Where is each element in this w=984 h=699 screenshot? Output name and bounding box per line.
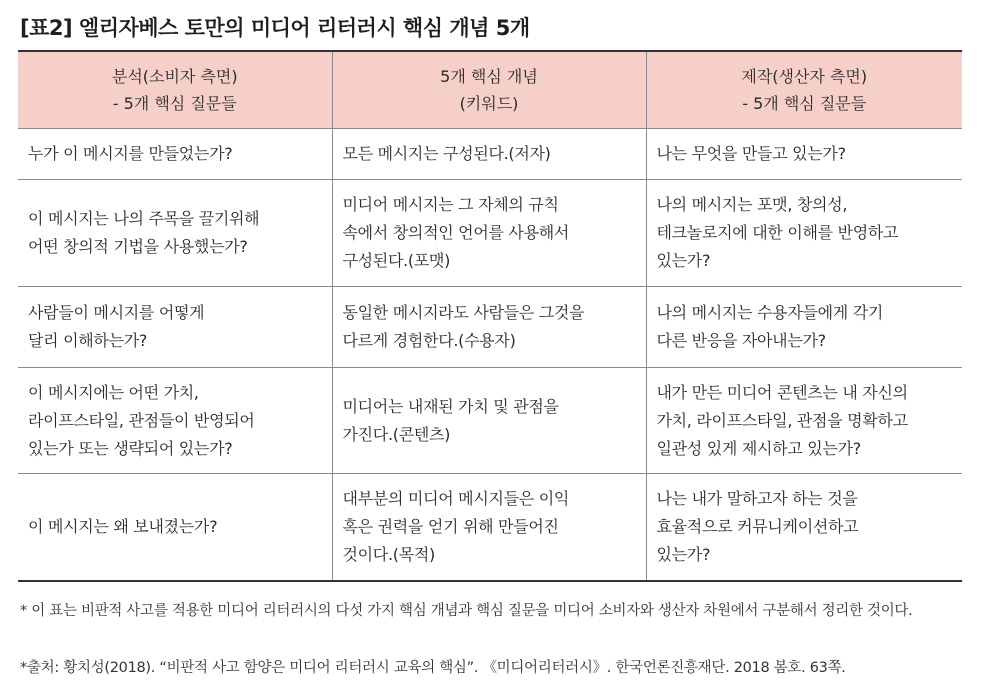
cell-core-concept: 미디어 메시지는 그 자체의 규칙 속에서 창의적인 언어를 사용해서 구성된다.(포맷) — [332, 180, 646, 287]
cell-production-question: 나는 내가 말하고자 하는 것을 효율적으로 커뮤니케이션하고 있는가? — [646, 474, 962, 582]
table-row — [18, 129, 962, 180]
cell-production-question: 나의 메시지는 수용자들에게 각기 다른 반응을 자아내는가? — [646, 287, 962, 368]
cell-production-question: 나의 메시지는 포맷, 창의성, 테크놀로지에 대한 이해를 반영하고 있는가? — [646, 180, 962, 287]
cell-analysis-question: 이 메시지에는 어떤 가치, 라이프스타일, 관점들이 반영되어 있는가 또는 생략되어 있는가? — [18, 368, 332, 474]
cell-core-concept: 모든 메시지는 구성된다.(저자) — [332, 129, 646, 180]
cell-production-question: 나는 무엇을 만들고 있는가? — [646, 129, 962, 180]
footnote-source: *출처: 황치성(2018). “비판적 사고 함양은 미디어 리터러시 교육의 핵심”. 《미디어리터러시》. 한국언론진흥재단. 2018 봄호. 63쪽. — [20, 660, 846, 676]
cell-analysis-question: 이 메시지는 나의 주목을 끌기위해 어떤 창의적 기법을 사용했는가? — [18, 180, 332, 287]
table-row — [18, 474, 962, 582]
cell-production-question: 내가 만든 미디어 콘텐츠는 내 자신의 가치, 라이프스타일, 관점을 명확하고 일관성 있게 제시하고 있는가? — [646, 368, 962, 474]
cell-analysis-question: 누가 이 메시지를 만들었는가? — [18, 129, 332, 180]
table-row — [18, 180, 962, 287]
footnote-description: * 이 표는 비판적 사고를 적용한 미디어 리터러시의 다섯 가지 핵심 개념과 핵심 질문을 미디어 소비자와 생산자 차원에서 구분해서 정리한 것이다. — [20, 603, 913, 619]
header-analysis: 분석(소비자 측면) - 5개 핵심 질문들 — [18, 51, 332, 129]
cell-core-concept: 미디어는 내재된 가치 및 관점을 가진다.(콘텐츠) — [332, 368, 646, 474]
table-row — [18, 287, 962, 368]
table-title: [표2] 엘리자베스 토만의 미디어 리터러시 핵심 개념 5개 — [20, 16, 530, 40]
header-concepts: 5개 핵심 개념 (키워드) — [332, 51, 646, 129]
cell-core-concept: 동일한 메시지라도 사람들은 그것을 다르게 경험한다.(수용자) — [332, 287, 646, 368]
header-production: 제작(생산자 측면) - 5개 핵심 질문들 — [646, 51, 962, 129]
cell-core-concept: 대부분의 미디어 메시지들은 이익 혹은 권력을 얻기 위해 만들어진 것이다.(목적) — [332, 474, 646, 582]
header-row — [18, 51, 962, 129]
cell-analysis-question: 사람들이 메시지를 어떻게 달리 이해하는가? — [18, 287, 332, 368]
media-literacy-table — [18, 50, 962, 582]
table-row — [18, 368, 962, 474]
cell-analysis-question: 이 메시지는 왜 보내졌는가? — [18, 474, 332, 582]
